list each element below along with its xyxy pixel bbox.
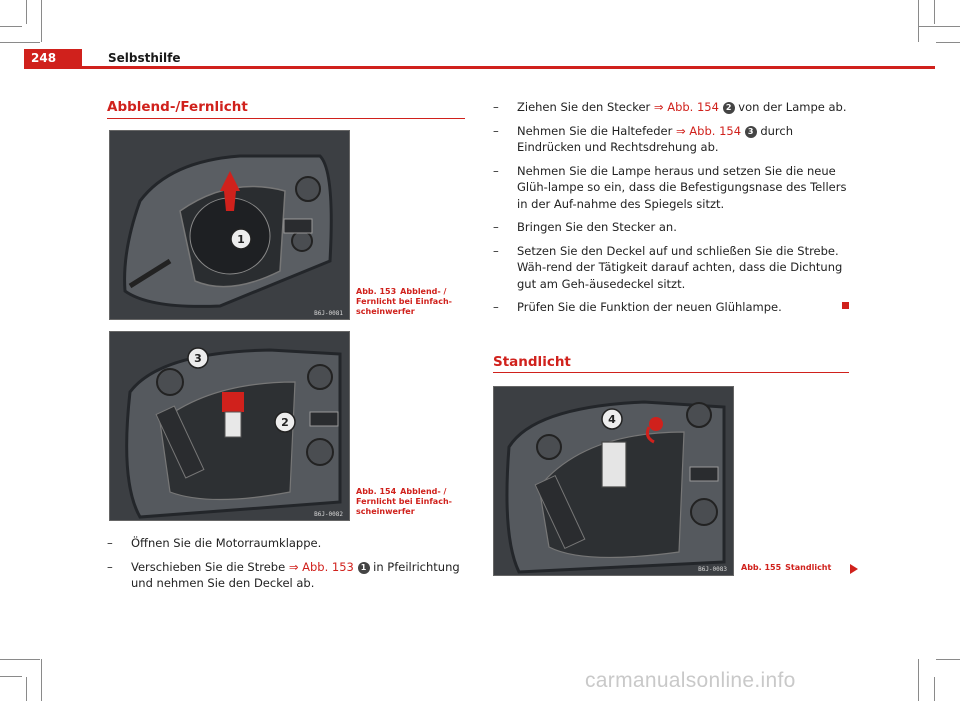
crop-mark (41, 659, 42, 701)
section-title-abblend: Abblend-/Fernlicht (107, 99, 248, 115)
caption-number: Abb. 153 (356, 287, 397, 296)
header-rule (24, 66, 935, 69)
callout-2: 2 (281, 416, 289, 429)
step-item: – Nehmen Sie die Haltefeder ⇒ Abb. 154 3 durch Eindrücken und Rechtsdrehung ab. (493, 123, 853, 156)
crop-mark (936, 659, 960, 660)
headlight-illustration (110, 131, 350, 320)
callout-1: 1 (237, 233, 245, 246)
section-title-standlicht: Standlicht (493, 354, 571, 370)
chapter-title: Selbsthilfe (108, 51, 181, 65)
headlight-illustration (110, 332, 350, 521)
crop-mark (41, 0, 42, 42)
crop-mark (918, 26, 960, 27)
step-item: – Öffnen Sie die Motorraumklappe. (107, 535, 467, 552)
crop-mark (0, 26, 22, 27)
crop-mark (934, 0, 935, 24)
caption-number: Abb. 155 (741, 563, 782, 572)
step-item: – Bringen Sie den Stecker an. (493, 219, 853, 236)
crop-mark (0, 42, 40, 43)
caption-text: Abblend- / Fernlicht bei Einfach-scheinwerfer (356, 287, 452, 316)
figure-code: B6J-0083 (698, 566, 727, 573)
crop-mark (26, 677, 27, 701)
steps-right (493, 99, 853, 323)
step-item: – Prüfen Sie die Funktion der neuen Glühlampe. (493, 299, 853, 316)
caption-155 (741, 563, 841, 573)
callout-3: 3 (194, 352, 202, 365)
step-item: – Ziehen Sie den Stecker ⇒ Abb. 154 2 von der Lampe ab. (493, 99, 853, 116)
callout-badge: 1 (358, 562, 370, 574)
continue-arrow-icon (850, 564, 858, 574)
callout-badge: 2 (723, 102, 735, 114)
section-end-marker (842, 302, 849, 309)
figure-153-headlight (109, 130, 350, 320)
callout-badge: 3 (745, 126, 757, 138)
crop-mark (0, 659, 40, 660)
steps-left (107, 535, 467, 599)
watermark: carmanualsonline.info (585, 669, 796, 692)
caption-153 (356, 287, 452, 317)
figure-reference-link[interactable]: ⇒ Abb. 154 (653, 100, 719, 114)
headlight-illustration (494, 387, 734, 576)
step-item: – Verschieben Sie die Strebe ⇒ Abb. 153 1 in Pfeilrichtung und nehmen Sie den Deckel ab. (107, 559, 467, 592)
figure-reference-link[interactable]: ⇒ Abb. 153 (288, 559, 354, 574)
crop-mark (26, 0, 27, 24)
section-rule (107, 118, 465, 119)
figure-155-headlight (493, 386, 734, 576)
callout-4: 4 (608, 413, 616, 426)
figure-code: B6J-0082 (314, 511, 343, 518)
section-rule (493, 372, 849, 373)
crop-mark (918, 0, 919, 42)
crop-mark (918, 659, 919, 701)
caption-text: Abblend- / Fernlicht bei Einfach-scheinwerfer (356, 487, 452, 516)
crop-mark (936, 42, 960, 43)
crop-mark (934, 677, 935, 701)
caption-number: Abb. 154 (356, 487, 397, 496)
figure-code: B6J-0081 (314, 310, 343, 317)
page-number: 248 (24, 49, 82, 67)
step-item: – Nehmen Sie die Lampe heraus und setzen Sie die neue Glüh-lampe so ein, dass die Befestigungsnase des Tellers in der Auf-nahme des Spiegels sitzt. (493, 163, 853, 213)
crop-mark (0, 676, 22, 677)
figure-154-headlight (109, 331, 350, 521)
caption-text: Standlicht (785, 563, 832, 572)
caption-154 (356, 487, 452, 517)
step-item: – Setzen Sie den Deckel auf und schließen Sie die Strebe. Wäh-rend der Tätigkeit darauf achten, dass die Dichtung gut am Geh-äusedeckel sitzt. (493, 243, 853, 293)
figure-reference-link[interactable]: ⇒ Abb. 154 (676, 123, 742, 138)
